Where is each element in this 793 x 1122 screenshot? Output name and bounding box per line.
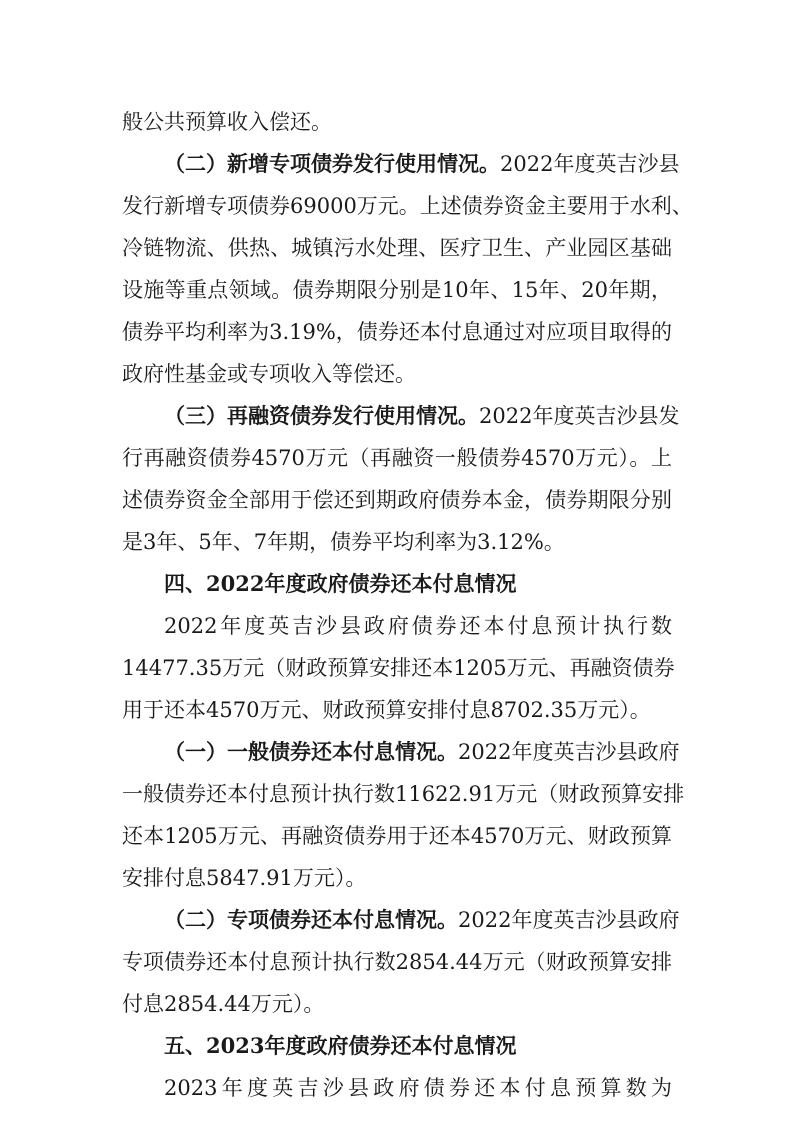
subsection-heading: （三）再融资债券发行使用情况。	[164, 403, 479, 428]
paragraph-line: 2022年度英吉沙县政府债券还本付息预计执行数	[164, 614, 672, 638]
paragraph-first-line	[164, 736, 680, 768]
paragraph-line: 发行新增专项债券69000万元。上述债券资金主要用于水利、	[122, 194, 693, 218]
paragraph-line: 冷链物流、供热、城镇污水处理、医疗卫生、产业园区基础	[122, 236, 672, 260]
paragraph-line: 安排付息5847.91万元）。	[122, 866, 367, 890]
section-heading: 五、2023年度政府债券还本付息情况	[164, 1033, 517, 1058]
paragraph-line: 还本1205万元、再融资债券用于还本4570万元、财政预算	[122, 824, 672, 848]
paragraph-line: 用于还本4570万元、财政预算安排付息8702.35万元）。	[122, 698, 651, 722]
paragraph-line: 设施等重点领域。债券期限分别是10年、15年、20年期，	[122, 278, 672, 302]
paragraph-line: 政府性基金或专项收入等偿还。	[122, 362, 416, 386]
paragraph-line: 2023年度英吉沙县政府债券还本付息预算数为	[164, 1076, 672, 1100]
subsection-heading: （二）专项债券还本付息情况。	[164, 907, 458, 932]
paragraph-line: 专项债券还本付息预计执行数2854.44万元（财政预算安排	[122, 950, 672, 974]
paragraph-line: 述债券资金全部用于偿还到期政府债券本金，债券期限分别	[122, 488, 672, 512]
paragraph-first-line	[164, 148, 680, 180]
paragraph-line: 付息2854.44万元）。	[122, 992, 325, 1016]
paragraph-text: 2022年度英吉沙县政府	[458, 908, 680, 932]
paragraph-line: 行再融资债券4570万元（再融资一般债券4570万元）。上	[122, 446, 672, 470]
section-heading: 四、2022年度政府债券还本付息情况	[164, 571, 517, 596]
paragraph-first-line	[164, 904, 680, 936]
paragraph-line: 是3年、5年、7年期，债券平均利率为3.12%。	[122, 530, 565, 554]
subsection-heading: （二）新增专项债券发行使用情况。	[164, 151, 500, 176]
subsection-heading: （一）一般债券还本付息情况。	[164, 739, 458, 764]
paragraph-line: 一般债券还本付息预计执行数11622.91万元（财政预算安排	[122, 782, 685, 806]
paragraph-line: 债券平均利率为3.19%，债券还本付息通过对应项目取得的	[122, 320, 672, 344]
paragraph-line: 14477.35万元（财政预算安排还本1205万元、再融资债券	[122, 656, 675, 680]
paragraph-text: 2022年度英吉沙县政府	[458, 740, 680, 764]
paragraph-line: 般公共预算收入偿还。	[122, 110, 332, 134]
paragraph-text: 2022年度英吉沙县发	[479, 404, 680, 428]
paragraph-text: 2022年度英吉沙县	[500, 152, 680, 176]
paragraph-first-line	[164, 400, 680, 432]
